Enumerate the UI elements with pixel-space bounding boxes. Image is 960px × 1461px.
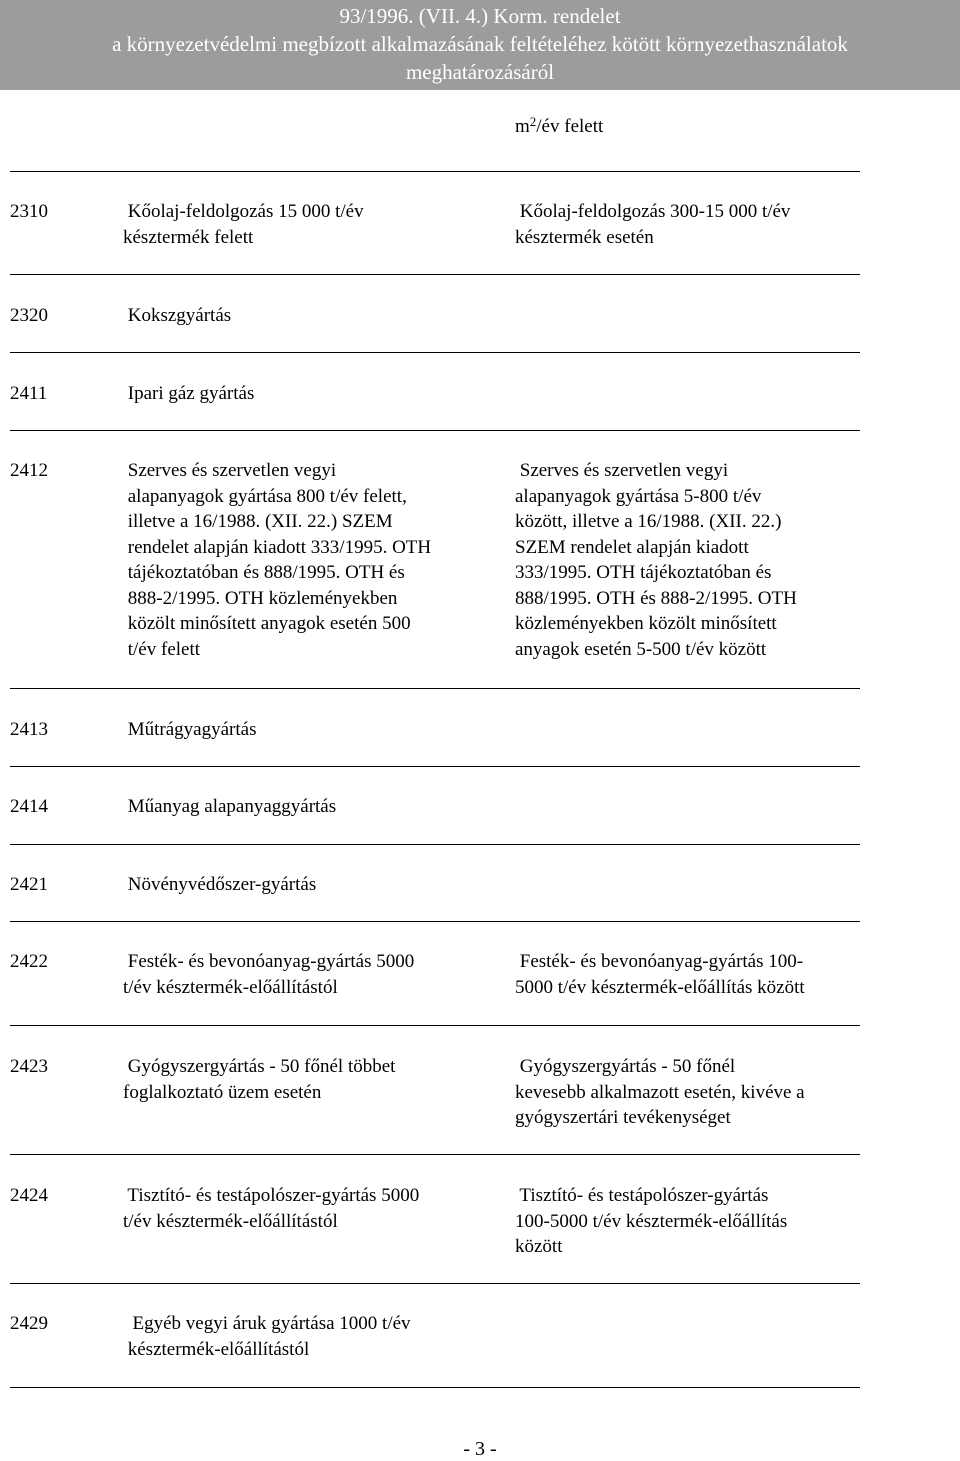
activity-code: 2422 [10, 951, 48, 972]
threshold-low: Festék- és bevonóanyag-gyártás 100- 5000 t/év késztermék-előállítás között [515, 951, 805, 998]
divider [10, 430, 860, 431]
threshold-high: Kokszgyártás [123, 305, 232, 326]
threshold-high: Műtrágyagyártás [123, 719, 257, 740]
activity-code: 2411 [10, 383, 48, 404]
activity-code: 2424 [10, 1185, 48, 1206]
activity-code: 2421 [10, 874, 48, 895]
activity-code: 2320 [10, 305, 48, 326]
page-number: - 3 - [463, 1438, 497, 1460]
divider [10, 921, 860, 922]
divider [10, 766, 860, 767]
activity-code: 2310 [10, 201, 48, 222]
threshold-high: Festék- és bevonóanyag-gyártás 5000 t/év késztermék-előállítástól [123, 951, 415, 998]
threshold-high: Szerves és szervetlen vegyi alapanyagok gyártása 800 t/év felett, illetve a 16/1988. (XII. 22.) SZEM rendelet alapján kiadott 333/1995. OTH tájékoztatóban és 888/1995. OTH és 888-2/1995. OTH közleményekben közölt minősített anyagok esetén 500 t/év felett [127, 460, 432, 660]
activity-code: 2414 [10, 796, 48, 817]
threshold-low: Gyógyszergyártás - 50 főnél kevesebb alkalmazott esetén, kivéve a gyógyszertári tevékenységet [515, 1056, 805, 1128]
activity-code: 2413 [10, 719, 48, 740]
threshold-high: Gyógyszergyártás - 50 főnél többet foglalkoztató üzem esetén [123, 1056, 396, 1103]
divider [10, 171, 860, 172]
divider [10, 352, 860, 353]
header-subtitle-line1: a környezetvédelmi megbízott alkalmazásának feltételéhez kötött környezethasználatok [112, 32, 848, 56]
divider [10, 274, 860, 275]
threshold-high: Műanyag alapanyaggyártás [123, 796, 337, 817]
threshold-low: Szerves és szervetlen vegyi alapanyagok gyártása 5-800 t/év között, illetve a 16/1988. (XII. 22.) SZEM rendelet alapján kiadott 333/1995. OTH tájékoztatóban és 888/1995. OTH és 888-2/1995. OTH közleményekben közölt minősített anyagok esetén 5-500 t/év között [515, 460, 797, 660]
divider [10, 1154, 860, 1155]
activity-code: 2429 [10, 1313, 48, 1334]
header-subtitle-line2: meghatározásáról [405, 60, 555, 84]
divider [10, 844, 860, 845]
threshold-high: Tisztító- és testápolószer-gyártás 5000 t/év késztermék-előállítástól [123, 1185, 420, 1232]
activity-code: 2412 [10, 460, 48, 481]
divider [10, 1025, 860, 1026]
header-title: 93/1996. (VII. 4.) Korm. rendelet [339, 4, 621, 28]
unit-note: $m^2/év$ felett [515, 114, 604, 137]
activity-code: 2423 [10, 1056, 48, 1077]
divider [10, 688, 860, 689]
threshold-high: Növényvédőszer-gyártás [123, 874, 317, 895]
divider [10, 1387, 860, 1388]
threshold-low: Kőolaj-feldolgozás 300-15 000 t/év késztermék esetén [515, 201, 791, 248]
threshold-high: Kőolaj-feldolgozás 15 000 t/év késztermék felett [123, 201, 364, 248]
divider [10, 1283, 860, 1284]
threshold-high: Egyéb vegyi áruk gyártása 1000 t/év késztermék-előállítástól [127, 1313, 411, 1360]
threshold-low: Tisztító- és testápolószer-gyártás 100-5000 t/év késztermék-előállítás között [515, 1185, 788, 1257]
threshold-high: Ipari gáz gyártás [123, 383, 255, 404]
document-header [0, 0, 960, 90]
